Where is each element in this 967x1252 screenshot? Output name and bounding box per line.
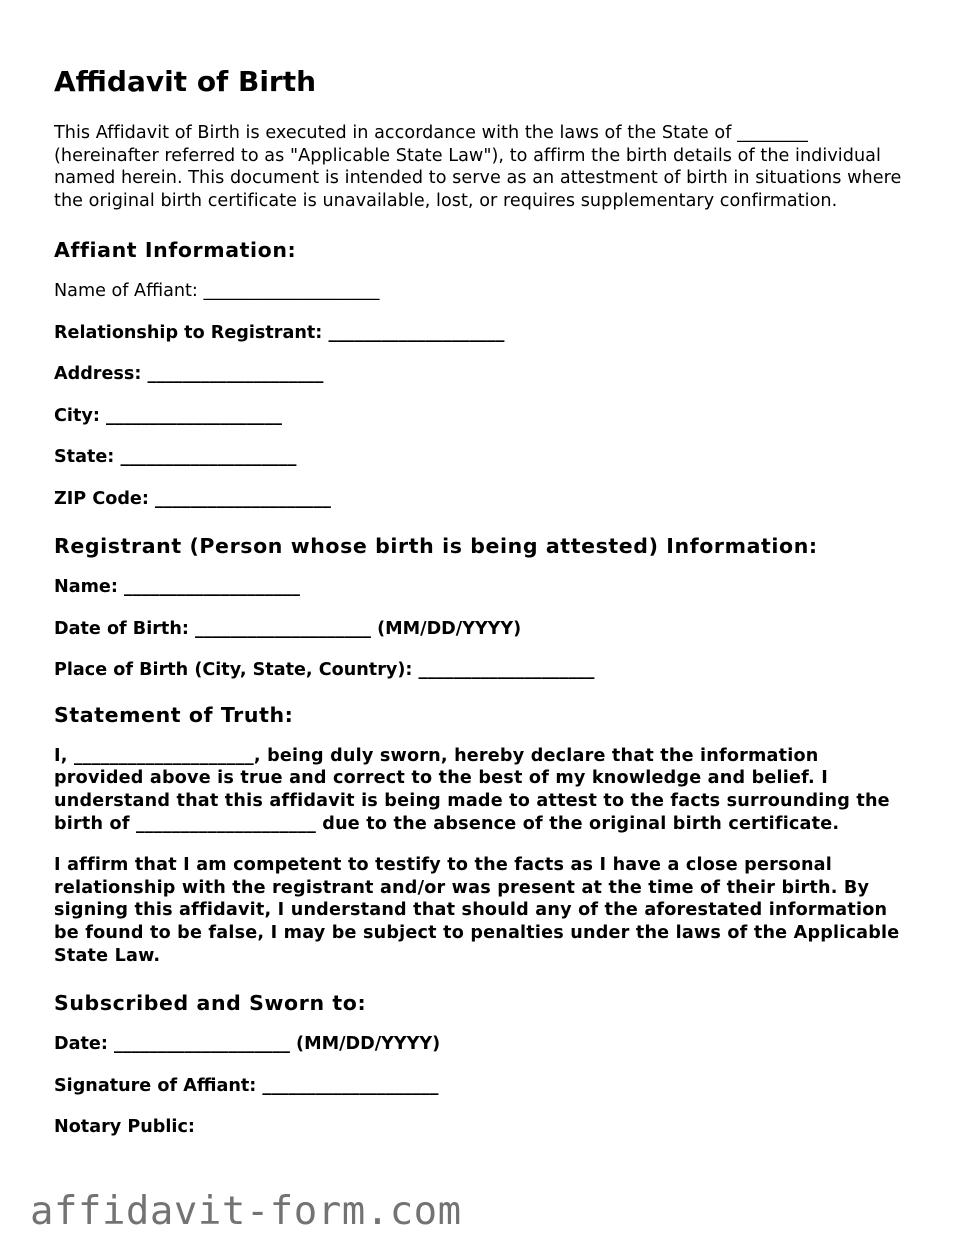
statement-paragraph-2: I affirm that I am competent to testify to the facts as I have a close personal relationship with the registrant and/or was present at the time of their birth. By signing this affidavit, I understand that should any of the aforestated information be found to be false, I may be subject to penalties under the laws of the Applicable State Law. bbox=[54, 855, 900, 966]
city-field: City: ____________________ bbox=[54, 405, 282, 426]
state-field: State: ____________________ bbox=[54, 447, 297, 468]
sworn-section-heading: Subscribed and Sworn to: bbox=[54, 991, 367, 1016]
address-field: Address: ____________________ bbox=[54, 364, 324, 385]
sworn-date-field: Date: ____________________ (MM/DD/YYYY) bbox=[54, 1034, 441, 1055]
zip-field: ZIP Code: ____________________ bbox=[54, 488, 331, 509]
registrant-name-field: Name: ____________________ bbox=[54, 577, 300, 598]
statement-section-heading: Statement of Truth: bbox=[54, 702, 294, 727]
watermark-text: affidavit-form.com bbox=[30, 1189, 462, 1234]
affiant-name-field: Name of Affiant: ____________________ bbox=[54, 281, 380, 302]
registrant-section-heading: Registrant (Person whose birth is being attested) Information: bbox=[54, 534, 818, 559]
place-of-birth-field: Place of Birth (City, State, Country): ____________________ bbox=[54, 660, 595, 681]
document-page bbox=[54, 62, 914, 1158]
affiant-section-heading: Affiant Information: bbox=[54, 238, 297, 263]
date-of-birth-field: Date of Birth: ____________________ (MM/DD/YYYY) bbox=[54, 618, 522, 639]
statement-paragraph-1: I, ____________________, being duly sworn, hereby declare that the information provided above is true and correct to the best of my knowledge and belief. I understand that this affidavit is being made to attest to the facts surrounding the birth of ____________________ due to the absence of the original birth certificate. bbox=[54, 745, 890, 834]
relationship-field: Relationship to Registrant: ____________________ bbox=[54, 322, 505, 343]
document-title: Affidavit of Birth bbox=[54, 65, 317, 98]
signature-field: Signature of Affiant: ____________________ bbox=[54, 1075, 439, 1096]
notary-public-field: Notary Public: bbox=[54, 1117, 195, 1138]
intro-paragraph: This Affidavit of Birth is executed in accordance with the laws of the State of ________ (hereinafter referred to as "Applicable State Law"), to affirm the birth details of the individual named herein. This document is intended to serve as an attestment of birth in situations where the original birth certificate is unavailable, lost, or requires supplementary confirmation. bbox=[54, 123, 902, 211]
